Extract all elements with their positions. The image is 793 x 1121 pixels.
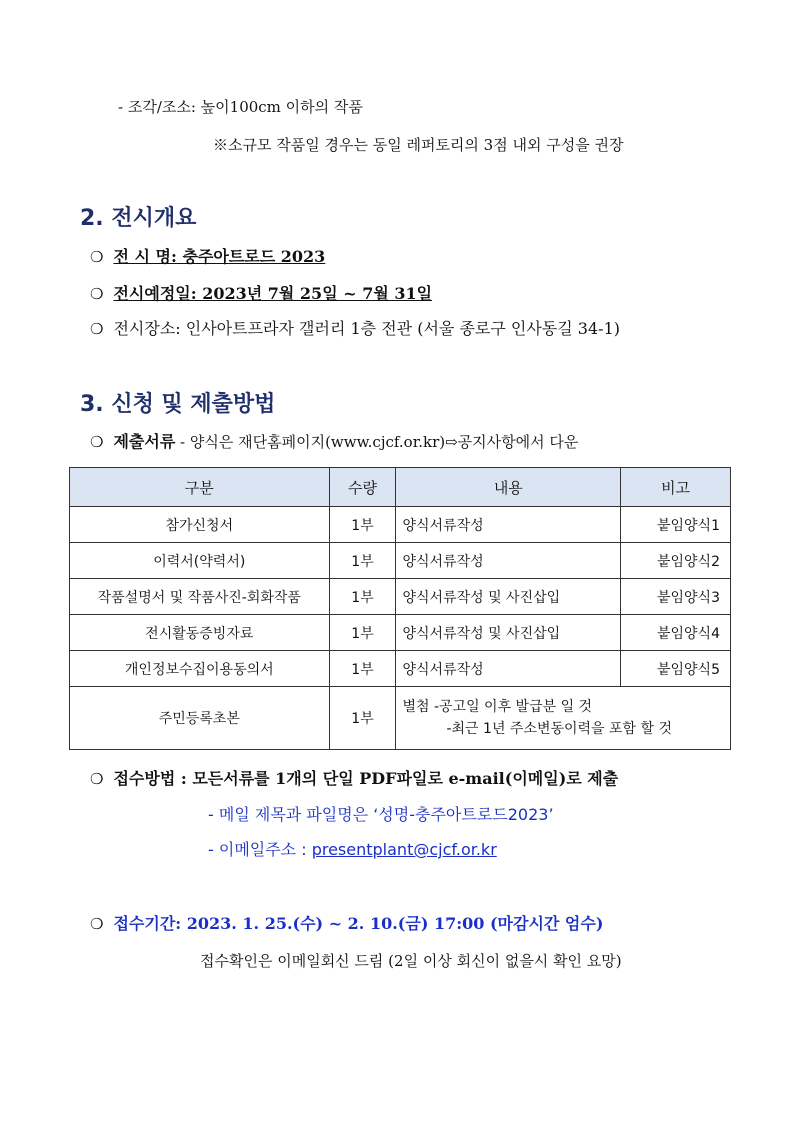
row-content: 양식서류작성 및 사진삽입 [396, 615, 621, 651]
docs-row [90, 429, 578, 452]
docs-desc: - 양식은 재단홈페이지(www.cjcf.or.kr)⇨공지사항에서 다운 [175, 433, 579, 451]
row-note: 붙임양식2 [621, 543, 731, 579]
row-name: 개인정보수집이용동의서 [70, 651, 330, 687]
row-merged-notes [396, 687, 731, 750]
row-qty: 1부 [329, 651, 396, 687]
header-category: 구분 [70, 468, 330, 507]
row-name: 이력서(약력서) [70, 543, 330, 579]
row-qty: 1부 [329, 687, 396, 750]
row-qty: 1부 [329, 543, 396, 579]
bullet-circle-icon: ❍ [90, 770, 104, 788]
row-name: 주민등록초본 [70, 687, 330, 750]
exhibit-name: 전 시 명: 충주아트로드 2023 [113, 247, 326, 266]
mail-subject-note: - 메일 제목과 파일명은 ‘성명-충주아트로드2023’ [208, 805, 554, 824]
row-note: 붙임양식4 [621, 615, 731, 651]
bullet-circle-icon: ❍ [90, 285, 104, 303]
section2-title: 2. 전시개요 [80, 206, 197, 231]
row-content: 양식서류작성 [396, 543, 621, 579]
exhibit-venue-row [90, 316, 620, 339]
exhibit-name-row [90, 244, 325, 267]
row-qty: 1부 [329, 615, 396, 651]
row-note: 붙임양식3 [621, 579, 731, 615]
row-note: 붙임양식1 [621, 507, 731, 543]
email-link[interactable]: presentplant@cjcf.or.kr [311, 840, 497, 859]
row-content: 양식서류작성 [396, 507, 621, 543]
email-row [208, 837, 497, 860]
bullet-circle-icon: ❍ [90, 248, 104, 266]
table-row [70, 687, 731, 750]
receipt-confirm-note: 접수확인은 이메일회신 드림 (2일 이상 회신이 없을시 확인 요망) [200, 952, 622, 970]
row-name: 전시활동증빙자료 [70, 615, 330, 651]
row-qty: 1부 [329, 507, 396, 543]
notes-line1: 별첨 -공고일 이후 발급분 일 것 [402, 699, 593, 715]
bullet-circle-icon: ❍ [90, 915, 104, 933]
table-header-row [70, 468, 731, 507]
table-row [70, 543, 731, 579]
table-row [70, 615, 731, 651]
bullet-circle-icon: ❍ [90, 320, 104, 338]
section3-title: 3. 신청 및 제출방법 [80, 392, 276, 417]
notes-line2: -최근 1년 주소변동이력을 포함 할 것 [446, 721, 673, 737]
table-row [70, 579, 731, 615]
documents-table [69, 467, 731, 750]
exhibit-date: 전시예정일: 2023년 7월 25일 ~ 7월 31일 [113, 284, 433, 303]
row-qty: 1부 [329, 579, 396, 615]
row-content: 양식서류작성 [396, 651, 621, 687]
row-name: 참가신청서 [70, 507, 330, 543]
row-content: 양식서류작성 및 사진삽입 [396, 579, 621, 615]
header-quantity: 수량 [329, 468, 396, 507]
submission-method: 접수방법 : 모든서류를 1개의 단일 PDF파일로 e-mail(이메일)로 제출 [113, 769, 619, 788]
table-row [70, 651, 731, 687]
bullet-circle-icon: ❍ [90, 433, 104, 451]
email-label: - 이메일주소 : [208, 840, 312, 859]
small-work-note: ※소규모 작품일 경우는 동일 레퍼토리의 3점 내외 구성을 권장 [213, 136, 624, 154]
sculpture-size-rule: - 조각/조소: 높이100cm 이하의 작품 [118, 98, 363, 116]
exhibit-venue: 전시장소: 인사아트프라자 갤러리 1층 전관 (서울 종로구 인사동길 34-1) [113, 319, 620, 338]
docs-label: 제출서류 [113, 432, 176, 451]
header-note: 비고 [621, 468, 731, 507]
exhibit-date-row [90, 281, 432, 304]
submission-period: 접수기간: 2023. 1. 25.(수) ~ 2. 10.(금) 17:00 (마감시간 엄수) [113, 914, 604, 933]
row-note: 붙임양식5 [621, 651, 731, 687]
period-row [90, 911, 603, 934]
table-row [70, 507, 731, 543]
row-name: 작품설명서 및 작품사진-회화작품 [70, 579, 330, 615]
method-row [90, 766, 618, 789]
header-content: 내용 [396, 468, 621, 507]
